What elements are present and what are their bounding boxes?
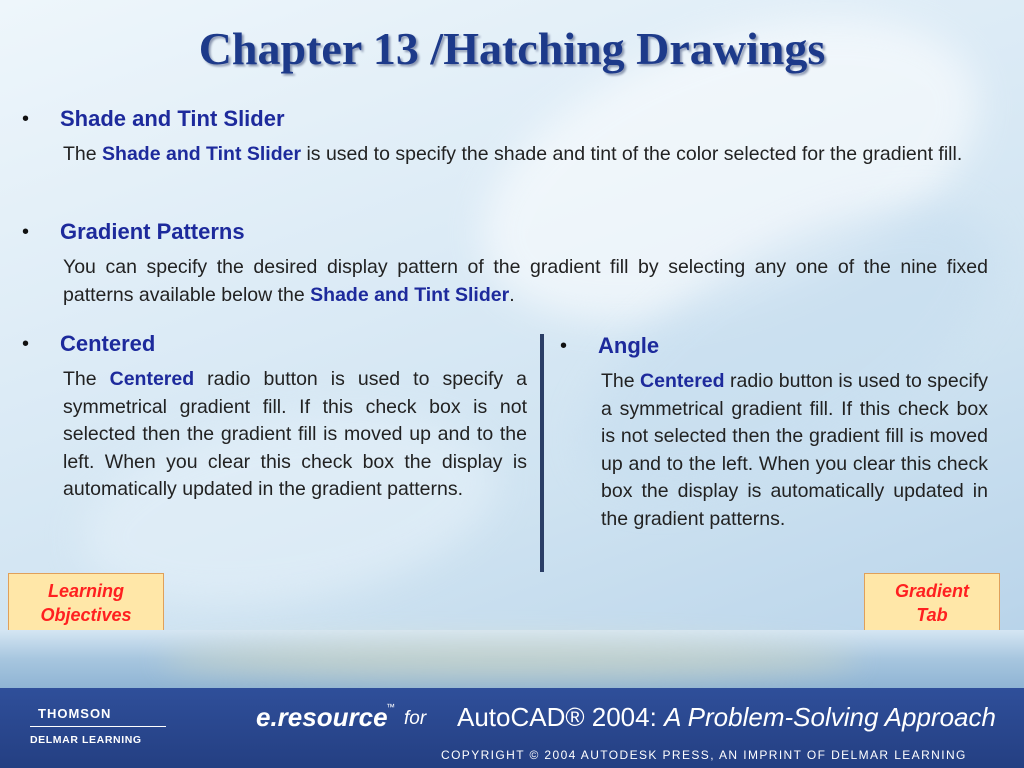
bullet: •: [22, 221, 30, 243]
section-heading: Angle: [598, 333, 660, 358]
section-heading: Shade and Tint Slider: [60, 106, 285, 131]
section-shade-and-tint-slider: [22, 107, 988, 169]
section-paragraph: The Centered radio button is used to specify a symmetrical gradient fill. If this check box is not selected then the gradient fill is moved up and to the left. When you clear this check box the display is automatically updated in the gradient patterns.: [63, 368, 527, 500]
trademark-mark: ™: [386, 702, 395, 712]
bullet: •: [22, 333, 30, 355]
footer-banner: [0, 688, 1024, 768]
column-divider: [540, 334, 544, 572]
gradient-tab-button[interactable]: [864, 573, 1000, 633]
brand-for-text: for: [404, 708, 427, 729]
section-heading: Centered: [60, 331, 156, 356]
learning-objectives-button[interactable]: [8, 573, 164, 633]
decorative-band-glow: [160, 640, 860, 680]
publisher-logo-divider: [30, 726, 166, 727]
publisher-logo-top: THOMSON: [38, 706, 112, 721]
keyword: Centered: [640, 370, 725, 392]
section-gradient-patterns: [22, 220, 988, 309]
copyright-notice: COPYRIGHT © 2004 AUTODESK PRESS, AN IMPRINT OF DELMAR LEARNING: [441, 748, 967, 762]
bullet: •: [560, 335, 568, 357]
section-heading: Gradient Patterns: [60, 219, 245, 244]
bullet: •: [22, 108, 30, 130]
slide-title: Chapter 13 /Hatching Drawings: [198, 23, 826, 74]
button-label-line: Learning: [47, 581, 124, 601]
section-paragraph: The Centered radio button is used to specify a symmetrical gradient fill. If this check box is not selected then the gradient fill is moved up and to the left. When you clear this check box the display is automatically updated in the gradient patterns.: [601, 370, 988, 530]
section-paragraph: You can specify the desired display pattern of the gradient fill by selecting any one of the nine fixed patterns available below the Shade and Tint Slider.: [63, 256, 988, 306]
keyword: Centered: [109, 368, 195, 390]
keyword: Shade and Tint Slider: [102, 143, 302, 165]
book-title: AutoCAD® 2004: A Problem-Solving Approach: [457, 702, 996, 732]
button-label-line: Tab: [916, 605, 948, 625]
section-centered: [22, 332, 527, 504]
section-paragraph: The Shade and Tint Slider is used to specify the shade and tint of the color selected for the gradient fill.: [63, 143, 963, 165]
button-label-line: Objectives: [40, 605, 132, 625]
keyword: Shade and Tint Slider: [310, 283, 510, 306]
eresource-brand: e.resource: [256, 702, 388, 732]
publisher-logo-bottom: DELMAR LEARNING: [30, 734, 142, 746]
button-label-line: Gradient: [894, 581, 969, 601]
section-angle: [560, 334, 988, 533]
